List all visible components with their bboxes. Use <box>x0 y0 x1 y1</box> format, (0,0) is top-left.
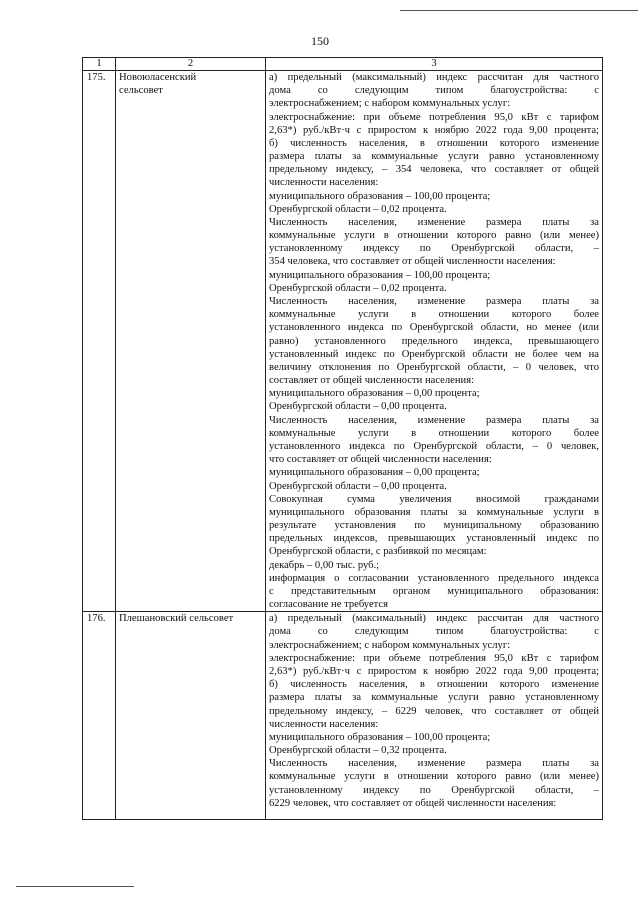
row-details <box>266 71 603 612</box>
detail-line: электроснабжением; с набором коммунальных услуг: <box>269 639 511 651</box>
municipality-name-line: сельсовет <box>119 85 163 97</box>
data-table <box>82 57 603 820</box>
detail-line: муниципального образования платы за коммунальные услуги в <box>269 506 599 518</box>
detail-line: Оренбургской области – 0,02 процента. <box>269 203 447 215</box>
bottom-rule <box>16 886 134 887</box>
detail-line: информация о согласовании установленного предельного индекса <box>269 572 599 584</box>
detail-line: согласование не требуется <box>269 599 389 611</box>
detail-line: 6229 человек, что составляет от общей численности населения: <box>269 797 557 809</box>
detail-line: предельному индексу, – 354 человека, что составляет от общей <box>269 164 599 176</box>
detail-line: Численность населения, изменение размера платы за <box>269 414 599 426</box>
detail-line: установленному индексу по Оренбургской области, – <box>269 784 599 796</box>
detail-line: 354 человека, что составляет от общей численности населения: <box>269 256 556 268</box>
detail-line: размера платы за коммунальные услуги равно установленному <box>269 151 599 163</box>
detail-line: численности населения: <box>269 718 379 730</box>
detail-line: муниципального образования – 100,00 процента; <box>269 269 491 281</box>
table-row <box>83 612 603 820</box>
detail-line: Оренбургской области – 0,02 процента. <box>269 282 447 294</box>
detail-line: численности населения: <box>269 177 379 189</box>
detail-line: дома со следующим типом благоустройства: с <box>269 626 599 638</box>
detail-line: электроснабжение: при объеме потребления 95,0 кВт с тарифом <box>269 111 599 123</box>
header-cell-3: 3 <box>266 58 603 71</box>
detail-line: электроснабжение: при объеме потребления 95,0 кВт с тарифом <box>269 652 599 664</box>
row-details <box>266 612 603 820</box>
detail-line: установленный индекс по Оренбургской области не более чем на <box>269 348 599 360</box>
continuation-spacer <box>269 810 599 819</box>
detail-line: Совокупная сумма увеличения вносимой гражданами <box>269 493 599 505</box>
detail-line: муниципального образования – 100,00 процента; <box>269 190 491 202</box>
detail-line: предельных индексов, превышающих установленный индекс по <box>269 533 599 545</box>
municipality-name-line: Плешановский сельсовет <box>119 613 234 625</box>
detail-line: Оренбургской области, с разбивкой по месяцам: <box>269 546 487 558</box>
detail-line: коммунальные услуги в отношении которого равно (или менее) <box>269 771 599 783</box>
detail-line: Оренбургской области – 0,00 процента. <box>269 480 447 492</box>
detail-line: а) предельный (максимальный) индекс рассчитан для частного <box>269 72 599 83</box>
top-rule <box>400 10 638 11</box>
detail-line: установленному индексу по Оренбургской области, – <box>269 243 599 255</box>
detail-line: коммунальные услуги в отношении которого более <box>269 427 599 439</box>
detail-line: величину отклонения по Оренбургской области, – 0 человек, что <box>269 361 599 373</box>
detail-line: Численность населения, изменение размера платы за <box>269 296 599 308</box>
page-number: 150 <box>311 34 329 48</box>
municipality-name <box>116 612 266 820</box>
header-cell-2: 2 <box>116 58 266 71</box>
detail-line: муниципального образования – 100,00 процента; <box>269 731 491 743</box>
table-header-row <box>83 58 603 71</box>
detail-line: составляет от общей численности населения: <box>269 375 475 387</box>
row-number: 175. <box>83 71 116 612</box>
detail-line: равно) установленного предельного индекса, превышающего <box>269 335 599 347</box>
detail-line: б) численность населения, в отношении которого изменение <box>269 679 599 691</box>
detail-line: б) численность населения, в отношении которого изменение <box>269 137 599 149</box>
detail-line: 2,63*) руб./кВт·ч с приростом к ноябрю 2022 года 9,00 процента; <box>269 666 599 677</box>
municipality-name <box>116 71 266 612</box>
detail-line: муниципального образования – 0,00 процента; <box>269 467 480 479</box>
detail-line: Численность населения, изменение размера платы за <box>269 758 599 770</box>
detail-line: установленного индекса по Оренбургской области, – 0 человек, <box>269 440 599 452</box>
detail-line: электроснабжением; с набором коммунальных услуг: <box>269 98 511 110</box>
header-cell-1: 1 <box>83 58 116 71</box>
detail-line: а) предельный (максимальный) индекс рассчитан для частного <box>269 613 599 625</box>
detail-line: декабрь – 0,00 тыс. руб.; <box>269 559 380 571</box>
detail-line: размера платы за коммунальные услуги равно установленному <box>269 692 599 704</box>
detail-line: дома со следующим типом благоустройства: с <box>269 85 599 97</box>
detail-line: что составляет от общей численности населения: <box>269 454 492 466</box>
detail-line: Численность населения, изменение размера платы за <box>269 216 599 228</box>
table-row <box>83 71 603 612</box>
detail-line: Оренбургской области – 0,32 процента. <box>269 745 447 757</box>
detail-line: установленного индекса по Оренбургской области, но менее (или <box>269 322 599 334</box>
detail-line: 2,63*) руб./кВт·ч с приростом к ноябрю 2022 года 9,00 процента; <box>269 124 599 136</box>
detail-line: с представительным органом муниципального образования: <box>269 585 599 597</box>
detail-line: муниципального образования – 0,00 процента; <box>269 388 480 400</box>
detail-line: предельному индексу, – 6229 человек, что составляет от общей <box>269 705 599 717</box>
municipality-name-line: Новоюласенский <box>119 72 197 83</box>
row-number: 176. <box>83 612 116 820</box>
detail-line: коммунальные услуги в отношении которого равно (или менее) <box>269 230 599 242</box>
detail-line: Оренбургской области – 0,00 процента. <box>269 401 447 413</box>
detail-line: результате установления по муниципальному образованию <box>269 520 599 532</box>
detail-line: коммунальные услуги в отношении которого более <box>269 309 599 321</box>
